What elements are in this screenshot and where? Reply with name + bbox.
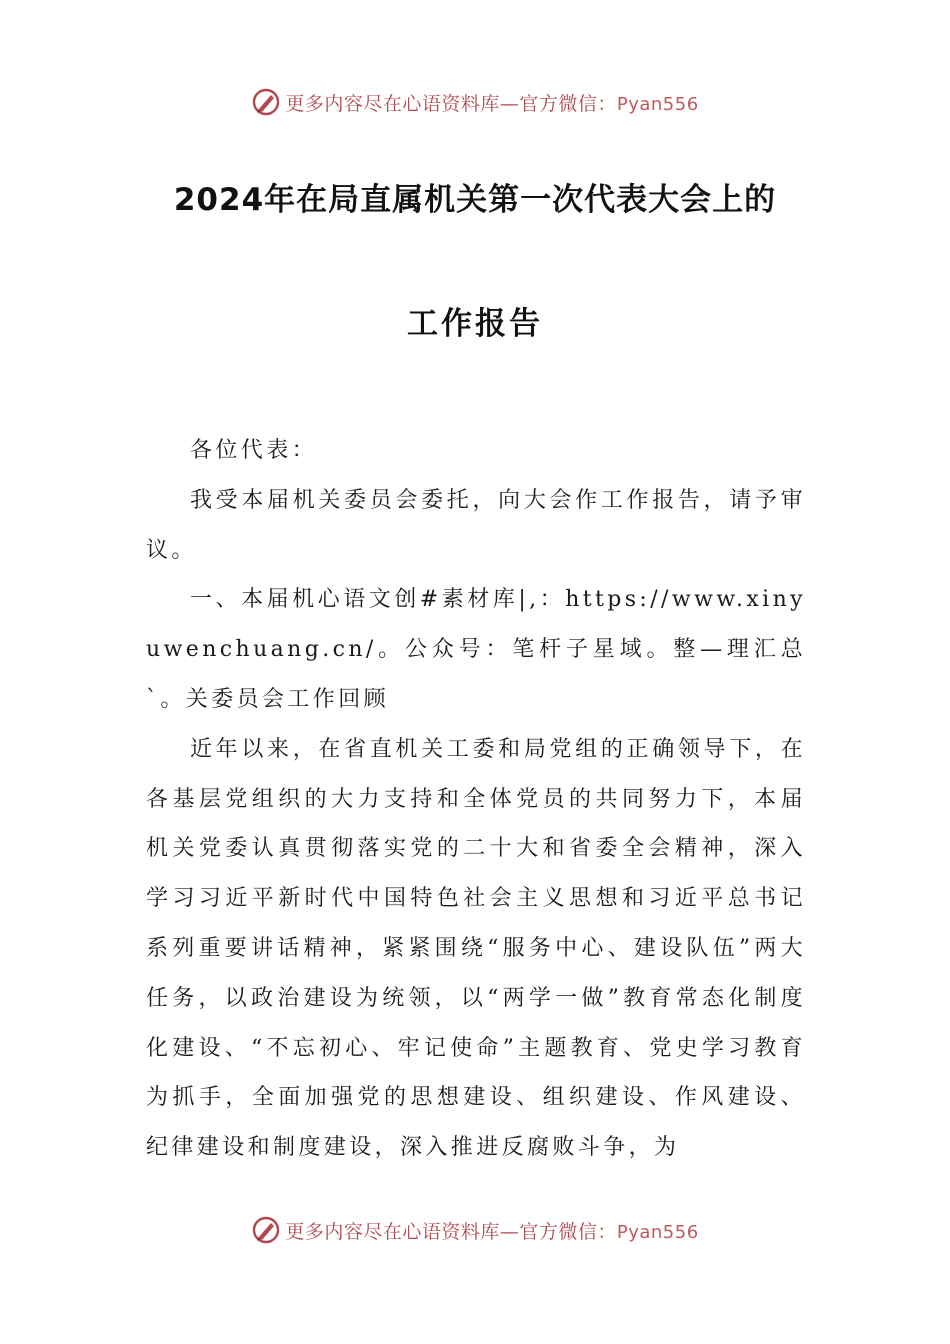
document-title-line-1: 2024年在局直属机关第一次代表大会上的 xyxy=(173,182,777,218)
document-body xyxy=(146,426,806,1173)
section-heading-paragraph: 一、本届机心语文创#素材库|,：https://www.xinyuwenchuang.cn/。公众号：笔杆子星域。整—理汇总`。关委员会工作回顾 xyxy=(146,587,806,712)
document-title-line-2: 工作报告 xyxy=(407,306,543,342)
header-watermark-banner xyxy=(0,80,950,124)
pen-logo-icon xyxy=(251,87,281,117)
banner-contact: Pyan556 xyxy=(616,1221,699,1243)
salutation-paragraph: 各位代表： xyxy=(190,438,318,463)
banner-text: 更多内容尽在心语资料库—官方微信：Pyan556 xyxy=(285,92,699,115)
banner-text: 更多内容尽在心语资料库—官方微信：Pyan556 xyxy=(285,1220,699,1243)
pen-logo-icon xyxy=(251,1215,281,1245)
footer-watermark-banner xyxy=(0,1208,950,1252)
body-paragraph: 近年以来，在省直机关工委和局党组的正确领导下，在各基层党组织的大力支持和全体党员的共同努力下，本届机关党委认真贯彻落实党的二十大和省委全会精神，深入学习习近平新时代中国特色社会主义思想和习近平总书记系列重要讲话精神，紧紧围绕“服务中心、建设队伍”两大任务，以政治建设为统领，以“两学一做”教育常态化制度化建设、“不忘初心、牢记使命”主题教育、党史学习教育为抓手，全面加强党的思想建设、组织建设、作风建设、纪律建设和制度建设，深入推进反腐败斗争，为 xyxy=(146,736,806,1161)
banner-contact: Pyan556 xyxy=(616,93,699,115)
intro-paragraph: 我受本届机关委员会委托，向大会作工作报告，请予审议。 xyxy=(146,487,806,563)
